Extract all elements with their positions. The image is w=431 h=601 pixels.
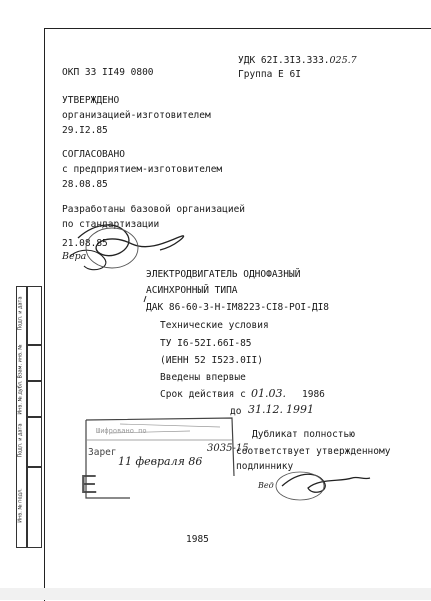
- title-line1: ЭЛЕКТРОДВИГАТЕЛЬ ОДНОФАЗНЫЙ: [146, 269, 301, 280]
- stamp-big-letter: Е: [80, 469, 98, 499]
- approver-seal: [276, 472, 324, 500]
- approved-title: УТВЕРЖДЕНО: [62, 95, 120, 106]
- stamp-duplicate-line2: соответствует утвержденному: [236, 446, 391, 457]
- strip-label-orig-inv: Инв. № подл.: [17, 488, 24, 523]
- title-line3: ДАК 86-60-3-Н-IМ8223-СI8-РОI-ДI8: [146, 302, 330, 313]
- validity-label: Срок действия с: [160, 389, 246, 400]
- stamp-faded-scratch: [110, 424, 220, 433]
- developed-by-line1: Разработаны базовой организацией: [62, 204, 246, 215]
- stamp-duplicate-line1: Дубликат полностью: [252, 429, 355, 440]
- introduced-first: Введены впервые: [160, 372, 246, 383]
- tu-number: ТУ I6-52I.66I-85: [160, 338, 252, 349]
- valid-to-year: 1991: [286, 403, 314, 416]
- valid-from-year: 1986: [302, 389, 325, 400]
- agreed-title: СОГЛАСОВАНО: [62, 149, 125, 160]
- seal-outline: [86, 228, 138, 268]
- okp-code: ОКП 33 II49 0800: [62, 67, 154, 78]
- title-mark: [144, 296, 146, 302]
- udk-handwritten: 025.7: [329, 55, 357, 66]
- agreed-org: с предприятием-изготовителем: [62, 164, 223, 175]
- ient-number: (ИЕНН 52 I523.0II): [160, 355, 263, 366]
- strip-label-replace-inv: Взам. инв. №: [17, 344, 24, 379]
- strip-label-sign-date: Подп. и дата: [17, 423, 24, 458]
- stamp-duplicate-line3: подлиннику: [236, 461, 294, 472]
- valid-from-handwritten: 01.03.: [251, 387, 286, 400]
- developer-signature-word: Вера: [62, 251, 87, 262]
- udk-printed: УДК 62I.3I3.333.: [238, 55, 330, 66]
- valid-to-handwritten: 31.12.: [248, 403, 283, 416]
- stamp-faded-line: Шифровано по: [96, 427, 147, 435]
- approved-date: 29.I2.85: [62, 125, 108, 136]
- stamp-frame: [86, 418, 234, 498]
- document-year: 1985: [186, 534, 209, 545]
- title-line2: АСИНХРОННЫЙ ТИПА: [146, 285, 238, 296]
- stamp-signature-word: Вед: [258, 481, 274, 490]
- developed-by-line2: по стандартизации: [62, 219, 160, 230]
- spec-type: Технические условия: [160, 320, 269, 331]
- strip-label-dup-inv: Инв. № дубл.: [17, 380, 24, 415]
- valid-to-label: до: [230, 406, 242, 417]
- approved-org: организацией-изготовителем: [62, 110, 211, 121]
- strip-label-sign-date-top: Подп. и дата: [17, 296, 24, 331]
- agreed-date: 28.08.85: [62, 179, 108, 190]
- approver-signature: [282, 474, 370, 492]
- developed-date: 21.08.85: [62, 238, 108, 249]
- group-code: Группа Е 6I: [238, 69, 301, 80]
- stamp-reg-number-handwritten: 3035-15: [207, 443, 249, 454]
- stamp-reg-label: Зарег: [88, 447, 117, 458]
- scan-bottom-edge: [0, 588, 431, 600]
- stamp-reg-handwritten: 11 февраля 86: [118, 455, 203, 468]
